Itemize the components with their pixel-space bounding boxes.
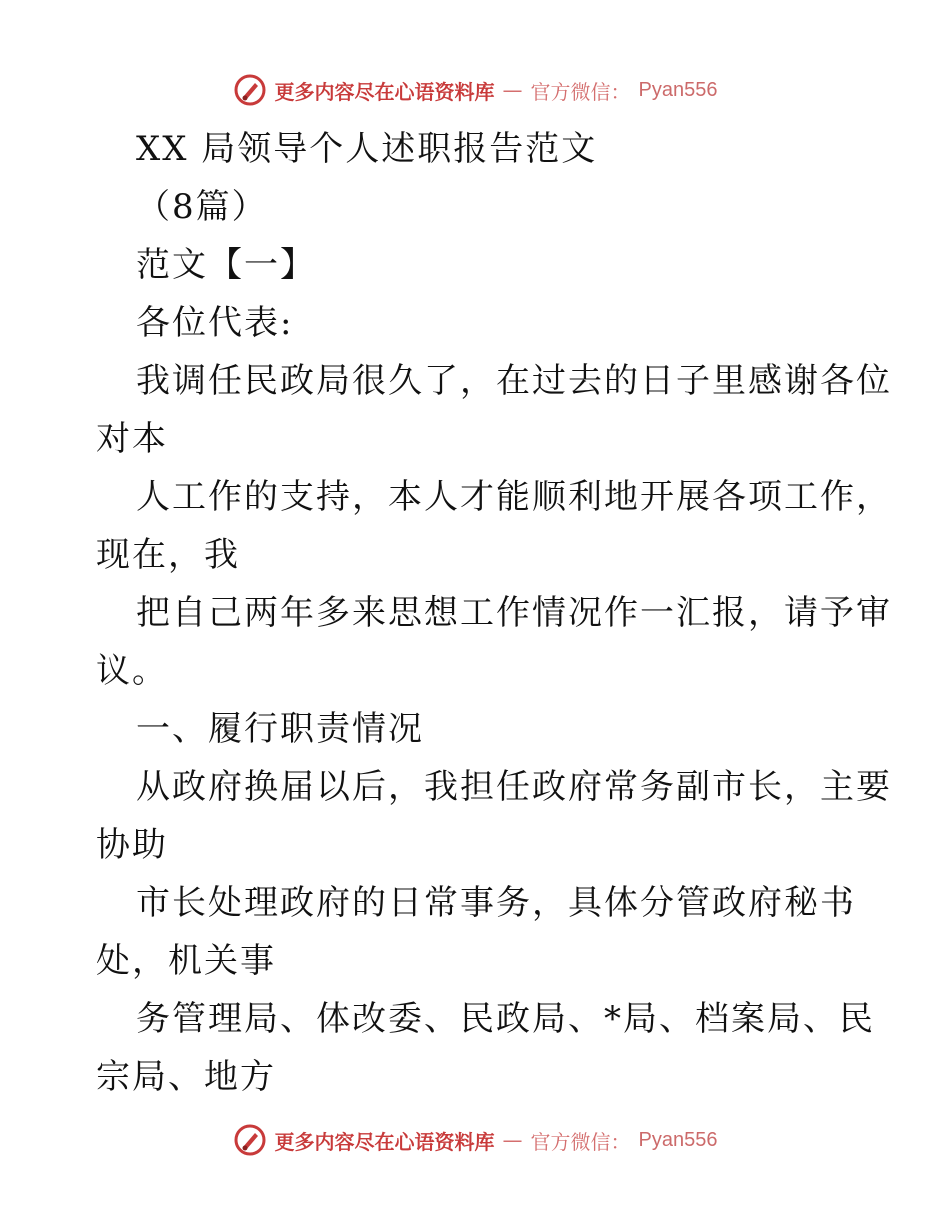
doc-line-8: 现在，我 [96, 535, 240, 575]
doc-line-10: 议。 [96, 651, 168, 691]
doc-line-3: 范文【一】 [136, 245, 316, 285]
doc-line-12: 从政府换届以后，我担任政府常务副市长，主要 [136, 767, 892, 807]
doc-line-7: 人工作的支持，本人才能顺利地开展各项工作， [136, 477, 892, 517]
doc-line-15: 处，机关事 [96, 941, 276, 981]
document-body [96, 120, 892, 1106]
watermark-suffix: 官方微信： [530, 1129, 631, 1154]
doc-line-13: 协助 [96, 825, 168, 865]
doc-line-4: 各位代表: [136, 303, 294, 343]
pen-logo-icon [233, 73, 267, 107]
doc-line-17: 宗局、地方 [96, 1057, 276, 1097]
doc-line-16: 务管理局、体改委、民政局、*局、档案局、民 [136, 999, 875, 1039]
watermark-main-text: 更多内容尽在心语资料库 [274, 1129, 495, 1154]
watermark-wechat-id: Pyan556 [638, 1128, 718, 1151]
watermark-dash: — [502, 78, 523, 102]
pen-logo-icon [233, 1123, 267, 1157]
doc-line-11: 一、履行职责情况 [136, 709, 424, 749]
watermark-header [0, 70, 950, 110]
watermark-dash: — [502, 1128, 523, 1152]
watermark-footer [0, 1120, 950, 1160]
doc-line-14: 市长处理政府的日常事务，具体分管政府秘书 [136, 883, 856, 923]
doc-line-2: （8篇） [136, 187, 268, 227]
watermark-suffix: 官方微信： [530, 79, 631, 104]
doc-line-5: 我调任民政局很久了，在过去的日子里感谢各位 [136, 361, 892, 401]
doc-line-1: XX 局领导个人述职报告范文 [136, 129, 598, 169]
doc-line-6: 对本 [96, 419, 168, 459]
watermark-main-text: 更多内容尽在心语资料库 [274, 79, 495, 104]
doc-line-9: 把自己两年多来思想工作情况作一汇报，请予审 [136, 593, 892, 633]
watermark-wechat-id: Pyan556 [638, 78, 718, 101]
